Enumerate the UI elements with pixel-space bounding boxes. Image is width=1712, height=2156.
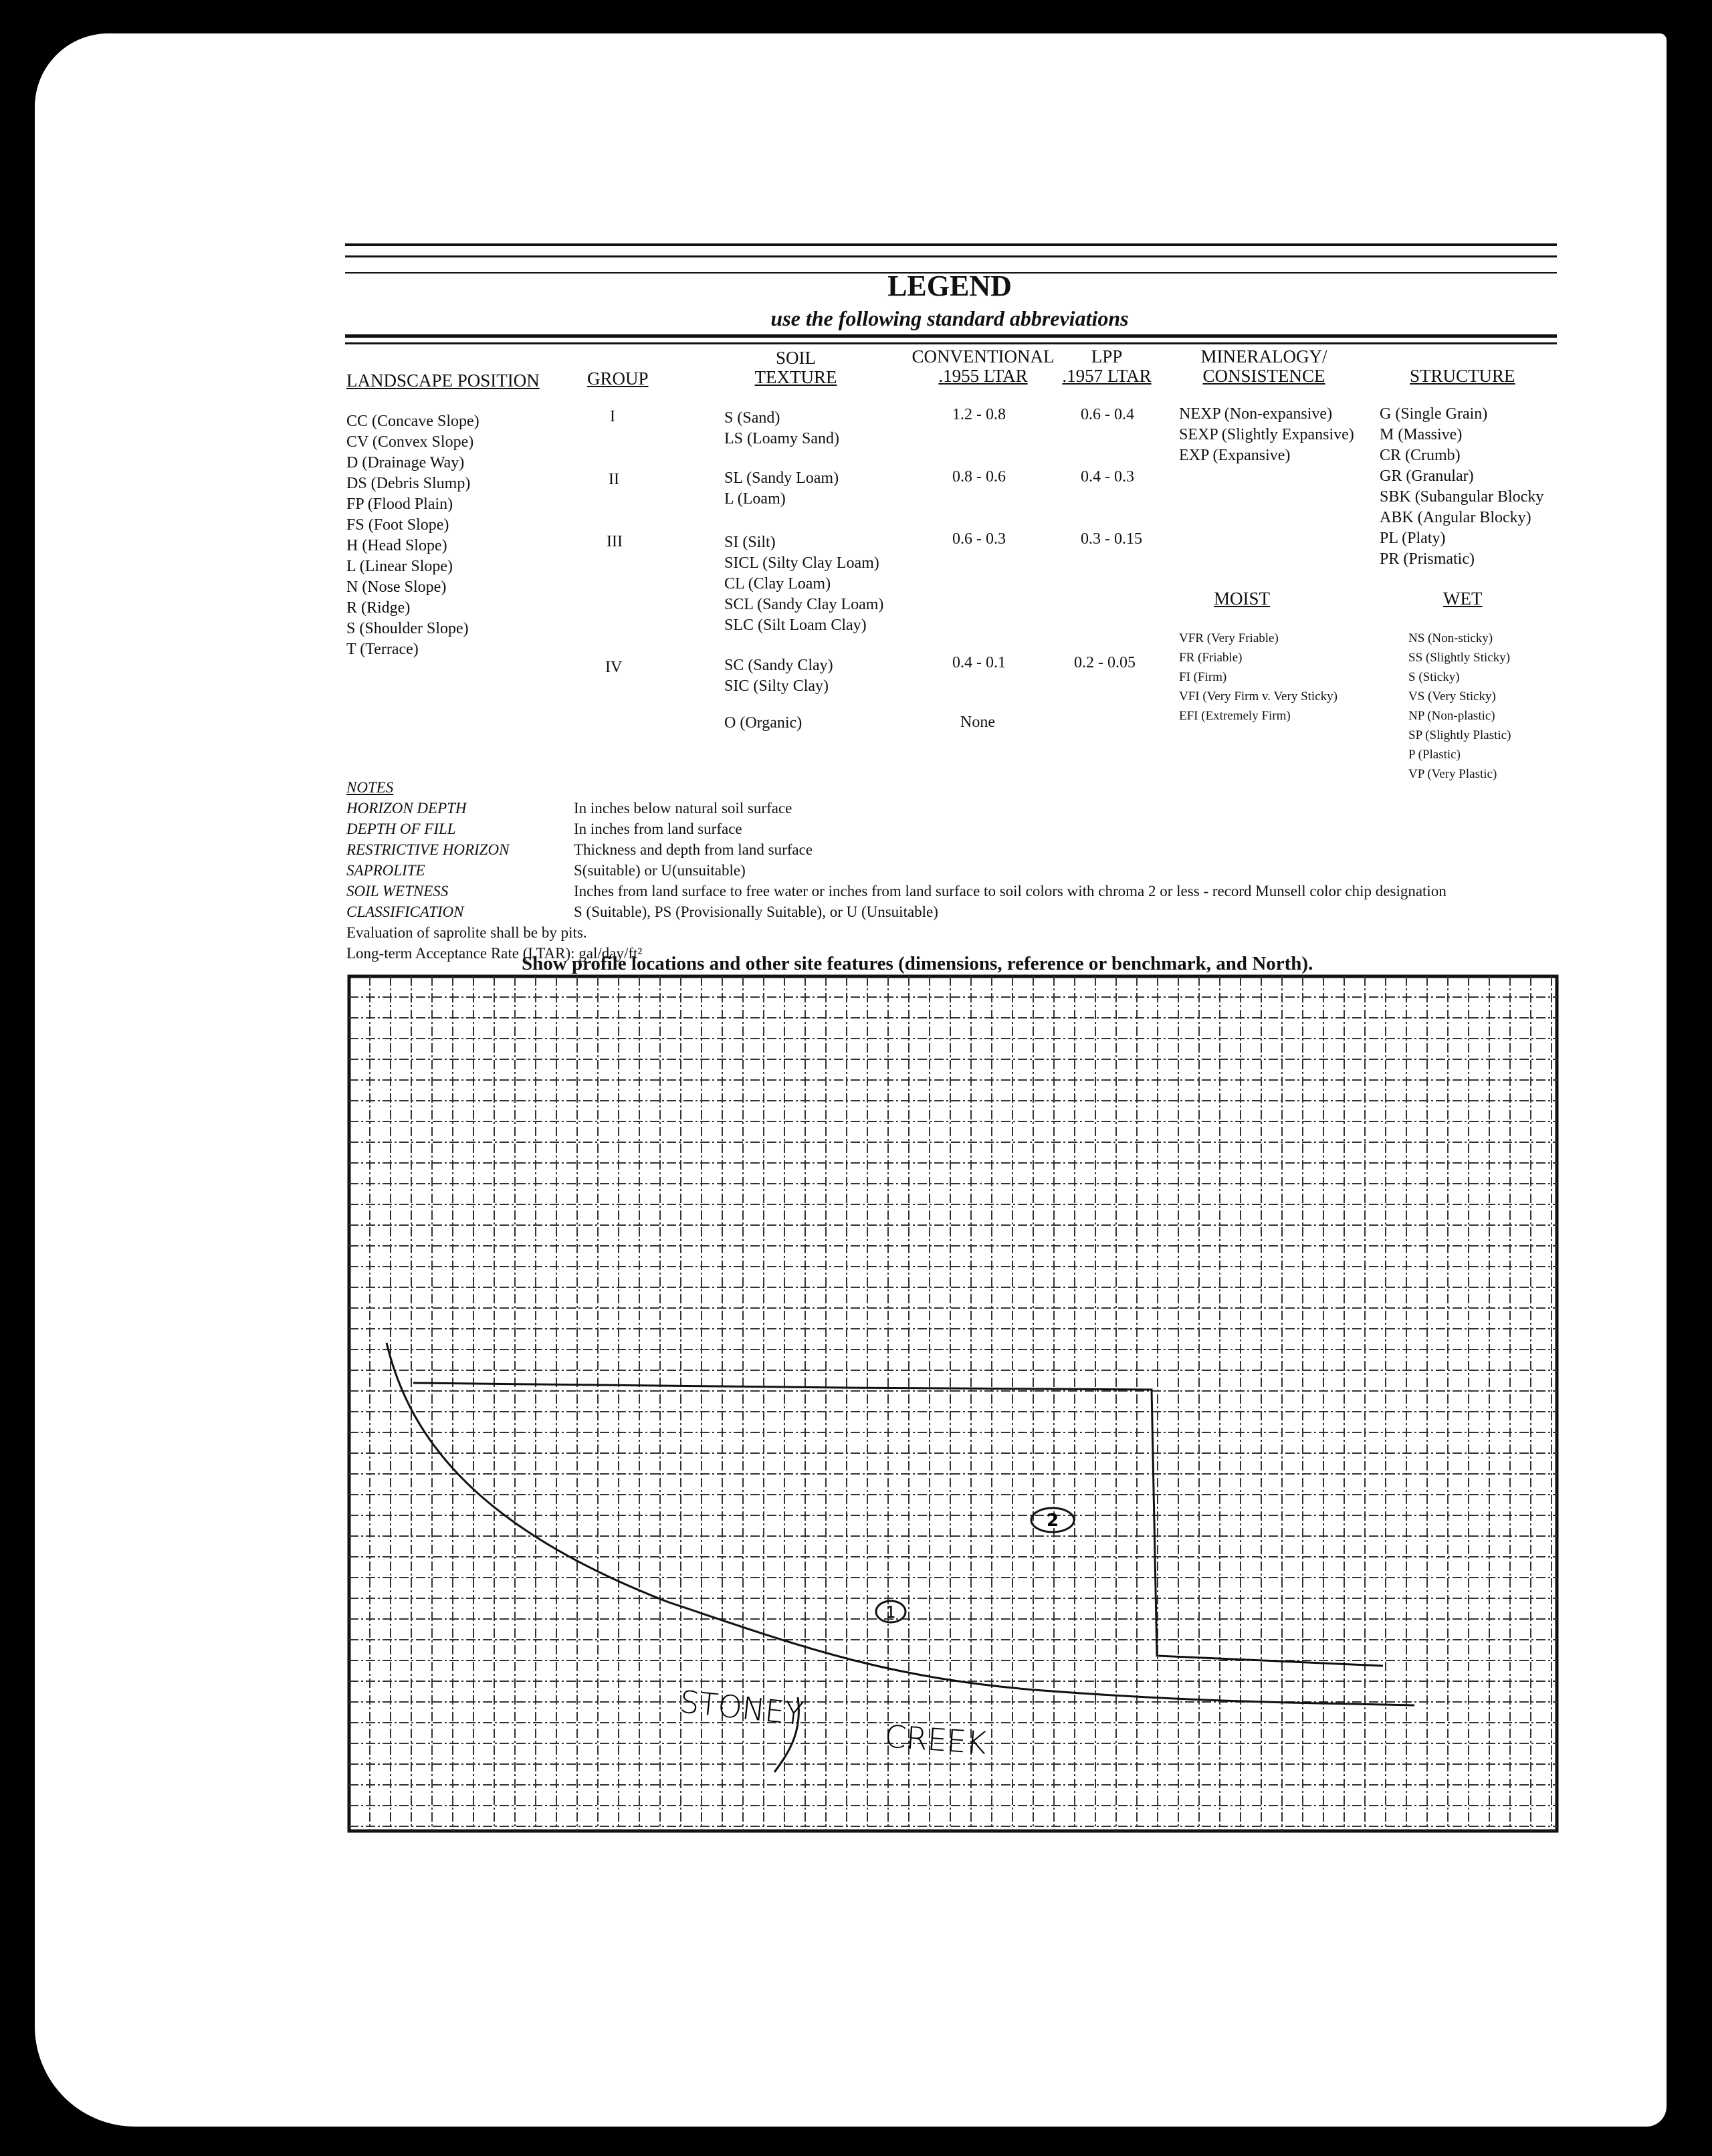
- note-label: DEPTH OF FILL: [346, 821, 456, 837]
- note-label: HORIZON DEPTH: [346, 800, 467, 817]
- landscape-item: L (Linear Slope): [346, 558, 453, 575]
- group-1: I: [610, 408, 615, 425]
- lpp-3: 0.3 - 0.15: [1081, 530, 1142, 548]
- wet-item: S (Sticky): [1408, 670, 1460, 684]
- header-lpp-bottom: .1957 LTAR: [1062, 366, 1152, 386]
- landscape-item: H (Head Slope): [346, 537, 447, 554]
- landscape-item: CC (Concave Slope): [346, 413, 479, 430]
- structure-item: SBK (Subangular Blocky: [1380, 488, 1544, 506]
- label-creek: CREEK: [883, 1718, 988, 1761]
- ltar-note: Long-term Acceptance Rate (LTAR): gal/day/ft²: [346, 945, 643, 962]
- note-text: In inches from land surface: [574, 821, 742, 837]
- landscape-item: T (Terrace): [346, 641, 419, 658]
- soil-texture-item: SL (Sandy Loam): [724, 469, 839, 487]
- note-label: CLASSIFICATION: [346, 903, 464, 920]
- header-soil-top: SOIL: [776, 348, 816, 368]
- soil-texture-item: SI (Silt): [724, 534, 776, 551]
- header-conventional-top: CONVENTIONAL: [912, 346, 1055, 366]
- legend-title: LEGEND: [887, 270, 1012, 302]
- note-text: S(suitable) or U(unsuitable): [574, 862, 746, 879]
- legend-subtitle: use the following standard abbreviations: [770, 306, 1129, 330]
- landscape-item: FS (Foot Slope): [346, 516, 449, 534]
- conventional-organic: None: [960, 714, 995, 731]
- soil-texture-item: SIC (Silty Clay): [724, 677, 829, 695]
- conventional-4: 0.4 - 0.1: [952, 654, 1006, 671]
- header-conventional-bottom: .1955 LTAR: [938, 366, 1028, 386]
- header-mineralogy-top: MINERALOGY/: [1200, 346, 1327, 366]
- group-3: III: [607, 533, 623, 550]
- header-structure: STRUCTURE: [1410, 366, 1515, 386]
- lpp-2: 0.4 - 0.3: [1081, 468, 1134, 486]
- note-text: Inches from land surface to free water or inches from land surface to soil colors with chroma 2 or less - record Munsell color chip designation: [574, 883, 1447, 899]
- wet-item: VP (Very Plastic): [1408, 767, 1497, 781]
- landscape-item: CV (Convex Slope): [346, 433, 474, 451]
- header-moist: MOIST: [1214, 588, 1271, 609]
- mineralogy-item: EXP (Expansive): [1179, 447, 1291, 464]
- wet-item: SS (Slightly Sticky): [1408, 651, 1511, 665]
- soil-texture-organic: O (Organic): [724, 714, 802, 732]
- moist-item: VFI (Very Firm v. Very Sticky): [1179, 689, 1338, 704]
- landscape-item: FP (Flood Plain): [346, 496, 453, 513]
- conventional-2: 0.8 - 0.6: [952, 468, 1006, 486]
- structure-item: CR (Crumb): [1380, 447, 1461, 464]
- header-lpp-top: LPP: [1091, 346, 1123, 366]
- structure-item: M (Massive): [1380, 426, 1463, 443]
- moist-item: FR (Friable): [1179, 651, 1243, 665]
- profile-marker-1: 1: [885, 1603, 896, 1622]
- conventional-3: 0.6 - 0.3: [952, 530, 1006, 548]
- lpp-4: 0.2 - 0.05: [1074, 654, 1136, 671]
- site-instruction: Show profile locations and other site features (dimensions, reference or benchmark, and North).: [522, 953, 1313, 974]
- note-text: S (Suitable), PS (Provisionally Suitable), or U (Unsuitable): [574, 903, 938, 920]
- profile-marker-2: 2: [1046, 1511, 1059, 1531]
- soil-texture-item: SICL (Silty Clay Loam): [724, 554, 879, 572]
- soil-texture-item: CL (Clay Loam): [724, 575, 831, 592]
- structure-item: GR (Granular): [1380, 467, 1474, 485]
- landscape-item: R (Ridge): [346, 599, 411, 617]
- conventional-1: 1.2 - 0.8: [952, 406, 1006, 423]
- wet-item: P (Plastic): [1408, 748, 1461, 762]
- structure-item: PL (Platy): [1380, 530, 1446, 547]
- soil-texture-item: SCL (Sandy Clay Loam): [724, 596, 884, 613]
- mineralogy-item: NEXP (Non-expansive): [1179, 405, 1333, 423]
- group-2: II: [609, 471, 619, 488]
- note-label: RESTRICTIVE HORIZON: [346, 841, 510, 858]
- header-soil-bottom: TEXTURE: [754, 367, 837, 387]
- group-4: IV: [605, 659, 623, 676]
- creek-line: [387, 1343, 1414, 1705]
- mineralogy-item: SEXP (Slightly Expansive): [1179, 426, 1354, 443]
- structure-item: G (Single Grain): [1380, 405, 1488, 423]
- note-text: In inches below natural soil surface: [574, 800, 792, 817]
- saprolite-note: Evaluation of saprolite shall be by pits.: [346, 924, 587, 941]
- soil-texture-item: SLC (Silt Loam Clay): [724, 617, 867, 634]
- wet-item: VS (Very Sticky): [1408, 689, 1496, 704]
- landscape-item: N (Nose Slope): [346, 578, 447, 596]
- header-wet: WET: [1443, 588, 1483, 609]
- structure-item: ABK (Angular Blocky): [1380, 509, 1531, 526]
- header-landscape: LANDSCAPE POSITION: [346, 370, 540, 391]
- notes-heading: NOTES: [346, 779, 394, 796]
- moist-item: FI (Firm): [1179, 670, 1227, 684]
- moist-item: EFI (Extremely Firm): [1179, 709, 1291, 723]
- soil-texture-item: LS (Loamy Sand): [724, 430, 839, 447]
- label-stoney: STONEY: [677, 1683, 805, 1733]
- note-label: SOIL WETNESS: [346, 883, 449, 899]
- header-mineralogy-bottom: CONSISTENCE: [1202, 366, 1325, 386]
- note-text: Thickness and depth from land surface: [574, 841, 813, 858]
- landscape-item: S (Shoulder Slope): [346, 620, 469, 637]
- structure-item: PR (Prismatic): [1380, 550, 1475, 568]
- lot-boundary: [413, 1383, 1383, 1666]
- soil-texture-item: SC (Sandy Clay): [724, 657, 833, 674]
- wet-item: NP (Non-plastic): [1408, 709, 1495, 723]
- landscape-item: DS (Debris Slump): [346, 475, 471, 492]
- soil-texture-item: L (Loam): [724, 490, 786, 508]
- lpp-1: 0.6 - 0.4: [1081, 406, 1134, 423]
- note-label: SAPROLITE: [346, 862, 425, 879]
- landscape-item: D (Drainage Way): [346, 454, 465, 471]
- header-group: GROUP: [587, 368, 649, 389]
- wet-item: NS (Non-sticky): [1408, 631, 1493, 645]
- moist-item: VFR (Very Friable): [1179, 631, 1279, 645]
- soil-texture-item: S (Sand): [724, 409, 780, 427]
- wet-item: SP (Slightly Plastic): [1408, 728, 1511, 742]
